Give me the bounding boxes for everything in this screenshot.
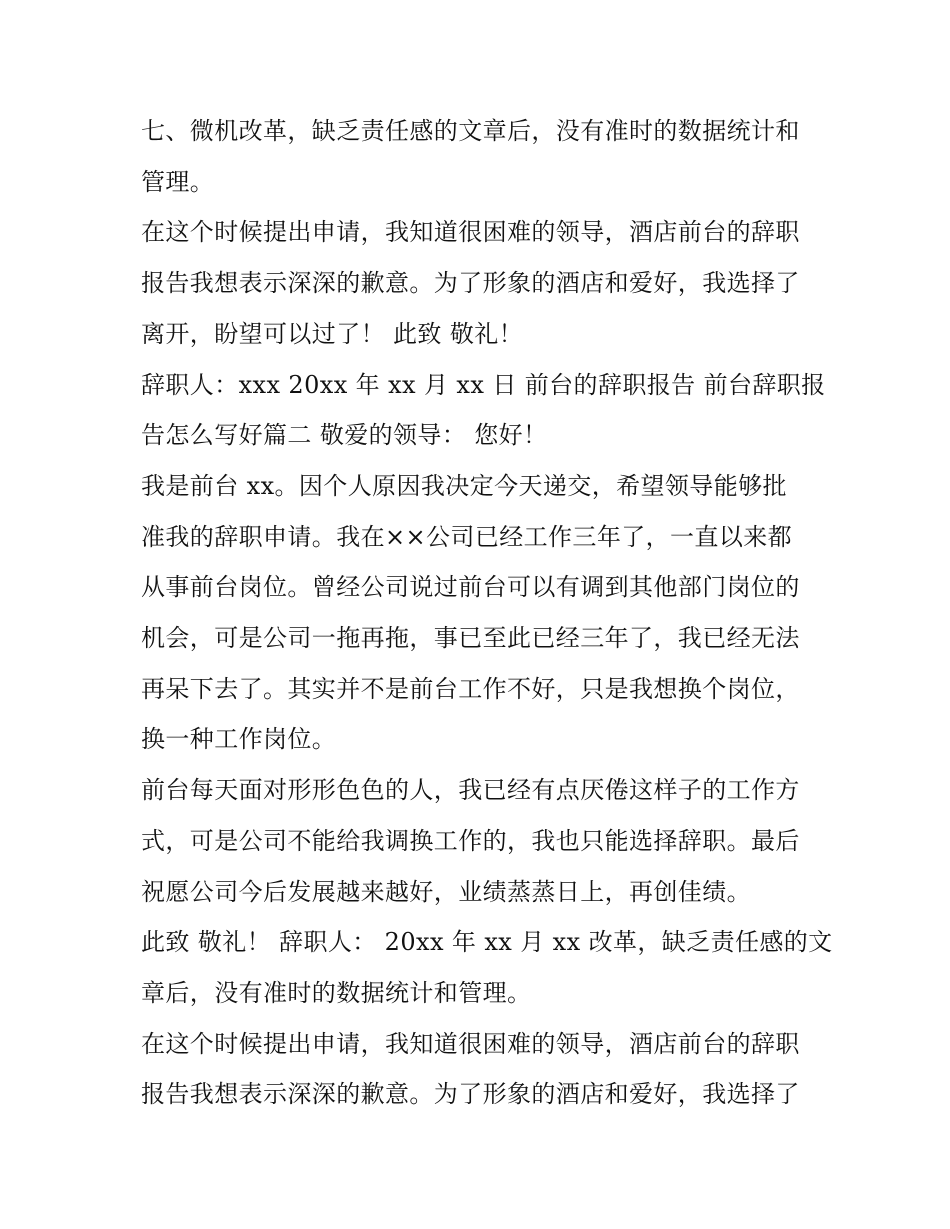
- text-line: 辞职人：xxx 20xx 年 xx 月 xx 日 前台的辞职报告 前台辞职报: [141, 370, 826, 399]
- text-line: 告怎么写好篇二 敬爱的领导： 您好！: [141, 421, 548, 450]
- text-line: 机会，可是公司一拖再拖，事已至此已经三年了，我已经无法: [141, 624, 800, 653]
- paragraph-5: [141, 765, 821, 917]
- paragraph-2: [141, 207, 821, 359]
- paragraph-3: [141, 360, 826, 461]
- text-line: 从事前台岗位。曾经公司说过前台可以有调到其他部门岗位的: [141, 573, 800, 602]
- text-line: 再呆下去了。其实并不是前台工作不好，只是我想换个岗位，: [141, 674, 800, 703]
- text-line: 七、微机改革，缺乏责任感的文章后，没有准时的数据统计和: [141, 117, 800, 145]
- text-line: 在这个时候提出申请，我知道很困难的领导，酒店前台的辞职: [141, 218, 800, 247]
- text-line: 祝愿公司今后发展越来越好，业绩蒸蒸日上，再创佳绩。: [141, 877, 751, 906]
- text-line: 报告我想表示深深的歉意。为了形象的酒店和爱好，我选择了: [141, 1080, 800, 1109]
- paragraph-6: [141, 917, 833, 1018]
- paragraph-4: [141, 461, 821, 765]
- text-line: 式，可是公司不能给我调换工作的，我也只能选择辞职。最后: [141, 826, 800, 855]
- text-line: 前台每天面对形形色色的人，我已经有点厌倦这样子的工作方: [141, 776, 800, 805]
- text-line: 换一种工作岗位。: [141, 725, 337, 754]
- text-line: 报告我想表示深深的歉意。为了形象的酒店和爱好，我选择了: [141, 269, 800, 298]
- text-line: 此致 敬礼！ 辞职人： 20xx 年 xx 月 xx 改革，缺乏责任感的文: [141, 928, 833, 957]
- text-line: 章后，没有准时的数据统计和管理。: [141, 978, 532, 1007]
- paragraph-1: [141, 106, 821, 207]
- text-line: 在这个时候提出申请，我知道很困难的领导，酒店前台的辞职: [141, 1029, 800, 1058]
- text-line: 准我的辞职申请。我在××公司已经工作三年了，一直以来都: [141, 522, 793, 551]
- paragraph-7: [141, 1019, 821, 1120]
- text-line: 我是前台 xx。因个人原因我决定今天递交，希望领导能够批: [141, 471, 787, 500]
- document-body: [141, 106, 833, 1120]
- text-line: 管理。: [141, 167, 215, 196]
- text-line: 离开，盼望可以过了！ 此致 敬礼！: [141, 319, 524, 348]
